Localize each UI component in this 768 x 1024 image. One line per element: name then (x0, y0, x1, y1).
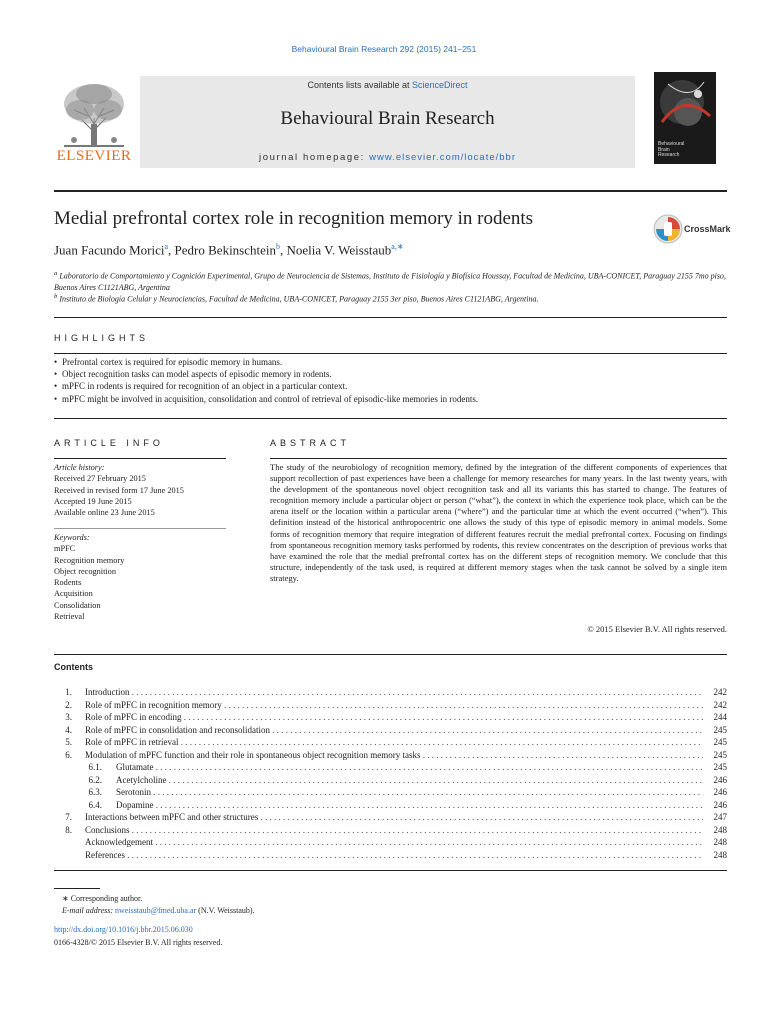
toc-entry[interactable] (54, 761, 727, 774)
toc-entry-page[interactable]: 245 (705, 761, 727, 774)
toc-entry-page[interactable]: 248 (705, 824, 727, 837)
toc-entry-number: 8. (65, 824, 72, 835)
keyword: Object recognition (54, 566, 116, 576)
keyword: Consolidation (54, 600, 101, 610)
author-affil-mark[interactable]: a,∗ (391, 242, 404, 251)
toc-entry-label[interactable]: References . . . (85, 849, 703, 862)
keyword: Rodents (54, 578, 82, 588)
keywords-block (54, 532, 226, 622)
email-link[interactable]: nweisstaub@fmed.uba.ar (115, 906, 197, 915)
header-divider (54, 190, 727, 192)
article-history (54, 462, 226, 518)
toc-entry-number: 6. (65, 749, 72, 760)
doi-link[interactable]: http://dx.doi.org/10.1016/j.bbr.2015.06.030 (54, 925, 193, 934)
toc-entry[interactable] (54, 774, 727, 787)
toc-entry[interactable] (54, 749, 727, 762)
journal-cover-image[interactable] (654, 72, 716, 164)
toc-entry-page[interactable]: 245 (705, 724, 727, 737)
toc-entry-page[interactable]: 246 (705, 786, 727, 799)
toc-entry[interactable] (54, 811, 727, 824)
toc-entry-label[interactable]: Serotonin . . . (116, 786, 703, 799)
toc-entry-page[interactable]: 242 (705, 699, 727, 712)
affiliation-mark: a (54, 270, 58, 277)
toc-entry-label[interactable]: Role of mPFC in recognition memory . . . (85, 699, 703, 712)
toc-entry-page[interactable]: 245 (705, 749, 727, 762)
contents-heading: Contents (54, 662, 93, 672)
affiliation-b (54, 291, 734, 305)
cover-title-text (658, 142, 684, 159)
affiliation-divider (54, 317, 727, 318)
toc-entry-label[interactable]: Role of mPFC in encoding . . . (85, 711, 703, 724)
elsevier-wordmark: ELSEVIER (56, 148, 132, 164)
contents-end-divider (54, 870, 727, 871)
journal-homepage-link[interactable]: www.elsevier.com/locate/bbr (369, 152, 516, 163)
affiliation-text: Instituto de Biología Celular y Neurociencias, Facultad de Medicina, UBA-CONICET, Paraguay 2155 3er piso, Buenos Aires C1121ABG, Argentina. (59, 294, 539, 304)
affiliation-mark: b (54, 293, 58, 300)
toc-entry[interactable] (54, 724, 727, 737)
highlights-heading: HIGHLIGHTS (54, 333, 150, 343)
crossmark-icon[interactable] (652, 213, 684, 245)
toc-entry[interactable] (54, 686, 727, 699)
abstract-text: The study of the neurobiology of recognition memory, defined by the integration of the different components of experiences that support recollection of past experiences have been a challenge for memory researches for many years. In the last twenty years, with the development of the spontaneous novel object recognition task and all its variants this has started to change. The features of recognition memory include a particular object or person (“what”), the context in which the experience took place, which can be the arena itself or the location within a particular arena (“where”) and the particular time at which the event occurred (“when”). This definition instead of the historical anthropocentric one allows the study of this type of episodic memory in animal models. Some forms of recognition memory that require integration of different features recruit the medial prefrontal cortex. Focusing on findings from spontaneous recognition memory tasks performed by rodents, this review concentrates on the description of previous works that have examined the role that the medial prefrontal cortex has on the different steps of recognition memory. We conclude that this structure, independently of the task used, is required at different memory stages when the task cannot be solved by a single item strategy. (270, 462, 727, 583)
author-name[interactable]: Juan Facundo Morici (54, 242, 165, 258)
crossmark-label[interactable]: CrossMark (684, 224, 731, 234)
highlight-item: • mPFC might be involved in acquisition, consolidation and control of retrieval of episodic-like memories in rodents. (54, 393, 727, 405)
highlight-item: • Prefrontal cortex is required for episodic memory in humans. (54, 356, 727, 368)
highlight-item: • Object recognition tasks can model aspects of episodic memory in rodents. (54, 368, 727, 380)
journal-reference-link[interactable]: Behavioural Brain Research 292 (2015) 241–251 (291, 44, 477, 54)
keyword: Retrieval (54, 612, 85, 622)
toc-entry-label[interactable]: Conclusions . . . (85, 824, 703, 837)
history-entry: Accepted 19 June 2015 (54, 496, 132, 506)
toc-entry[interactable] (54, 736, 727, 749)
author-affil-mark[interactable]: a (164, 242, 169, 251)
keyword: Recognition memory (54, 555, 125, 565)
toc-entry[interactable] (54, 786, 727, 799)
toc-entry[interactable] (54, 711, 727, 724)
contents-prefix: Contents lists available at (307, 80, 413, 90)
keywords-label: Keywords: (54, 533, 90, 542)
toc-entry-label[interactable]: Acetylcholine . . . (116, 774, 703, 787)
toc-entry-number: 7. (65, 812, 72, 822)
email-label: E-mail address: (62, 906, 116, 915)
author-name[interactable]: Noelia V. Weisstaub (286, 242, 392, 258)
contents-divider (54, 654, 727, 655)
abstract-copyright: © 2015 Elsevier B.V. All rights reserved. (587, 624, 727, 634)
toc-entry-page[interactable]: 244 (705, 711, 727, 724)
toc-entry-label[interactable]: Role of mPFC in consolidation and reconsolidation . . . (85, 724, 703, 737)
toc-entry-number: 6.4. (88, 799, 102, 810)
toc-entry-label[interactable]: Role of mPFC in retrieval . . . (85, 736, 703, 749)
cover-title-line: Behavioural (658, 141, 685, 147)
affiliation-a (54, 268, 734, 294)
article-info-divider (54, 458, 226, 459)
toc-entry-label[interactable]: Modulation of mPFC function and their role in spontaneous object recognition memory tasks . . . (85, 749, 703, 762)
cover-title-line: Brain (658, 146, 670, 153)
corresponding-author-note: ∗ Corresponding author. (62, 894, 143, 903)
toc-entry-number: 3. (65, 712, 72, 722)
affiliation-text: Laboratorio de Comportamiento y Cognición Experimental, Grupo de Neurociencia de Sistemas, Instituto de Fisiología y Biofísica Houssay, Facultad de Medicina, UBA-CONICET, Paraguay 2155 7mo piso, Buenos Aires C1121ABG, Argentina (54, 271, 726, 293)
toc-entry-label[interactable]: Introduction . . . (85, 686, 703, 699)
toc-entry-page[interactable]: 247 (705, 811, 727, 824)
toc-entry-number: 6.1. (88, 762, 102, 772)
toc-entry-page[interactable]: 242 (705, 686, 727, 699)
article-title: Medial prefrontal cortex role in recognition memory in rodents (54, 208, 534, 229)
author-separator: , (280, 242, 287, 258)
article-info-heading: ARTICLE INFO (54, 438, 164, 448)
email-suffix: (N.V. Weisstaub). (196, 906, 255, 915)
toc-entry-page[interactable]: 248 (705, 836, 727, 849)
abstract-heading: ABSTRACT (270, 438, 351, 448)
history-entry: Received 27 February 2015 (54, 474, 146, 484)
history-entry: Received in revised form 17 June 2015 (54, 485, 184, 495)
toc-entry-page[interactable]: 248 (705, 849, 727, 862)
toc-entry-page[interactable]: 245 (705, 736, 727, 749)
toc-entry[interactable] (54, 824, 727, 837)
issn-line: 0166-4328/© 2015 Elsevier B.V. All rights reserved. (54, 938, 223, 947)
toc-entry-label[interactable]: Acknowledgement . . . (85, 836, 703, 849)
toc-entry-label[interactable]: Interactions between mPFC and other structures . . . (85, 811, 703, 824)
keywords-divider (54, 528, 226, 529)
homepage-prefix: journal homepage: (259, 152, 370, 163)
author-list (54, 242, 404, 258)
keyword: Acquisition (54, 589, 93, 599)
toc-entry-page[interactable]: 246 (705, 774, 727, 787)
author-affil-mark[interactable]: b (276, 242, 281, 251)
toc-entry[interactable] (54, 836, 727, 849)
history-entry: Available online 23 June 2015 (54, 508, 155, 518)
toc-entry-number: 4. (65, 724, 72, 735)
highlights-end-divider (54, 418, 727, 419)
abstract-divider (270, 458, 727, 459)
cover-title-line: Research (658, 152, 680, 158)
journal-homepage-line (140, 152, 635, 163)
sciencedirect-link[interactable]: ScienceDirect (412, 80, 468, 90)
footnote-rule (54, 888, 100, 889)
article-history-label: Article history: (54, 463, 105, 472)
journal-title: Behavioural Brain Research (280, 108, 495, 129)
highlights-list (54, 356, 727, 405)
toc-entry-number: 6.3. (88, 787, 102, 797)
toc-entry-number: 6.2. (88, 774, 102, 785)
author-name[interactable]: Pedro Bekinschtein (174, 242, 277, 258)
highlights-divider (54, 353, 727, 354)
toc-entry-number: 2. (65, 699, 72, 710)
toc-entry-label[interactable]: Glutamate . . . (116, 761, 703, 774)
contents-available-line (140, 80, 635, 90)
keyword: mPFC (54, 544, 76, 554)
toc-entry[interactable] (54, 699, 727, 712)
toc-entry-page[interactable]: 246 (705, 799, 727, 812)
highlight-item: • mPFC in rodents is required for recognition of an object in a particular context. (54, 380, 727, 392)
toc-entry[interactable] (54, 849, 727, 862)
toc-entry-label[interactable]: Dopamine . . . (116, 799, 703, 812)
toc-entry-number: 1. (65, 687, 72, 697)
toc-entry-number: 5. (65, 737, 72, 747)
toc-entry[interactable] (54, 799, 727, 812)
email-note (62, 905, 255, 916)
author-separator: , (168, 242, 175, 258)
